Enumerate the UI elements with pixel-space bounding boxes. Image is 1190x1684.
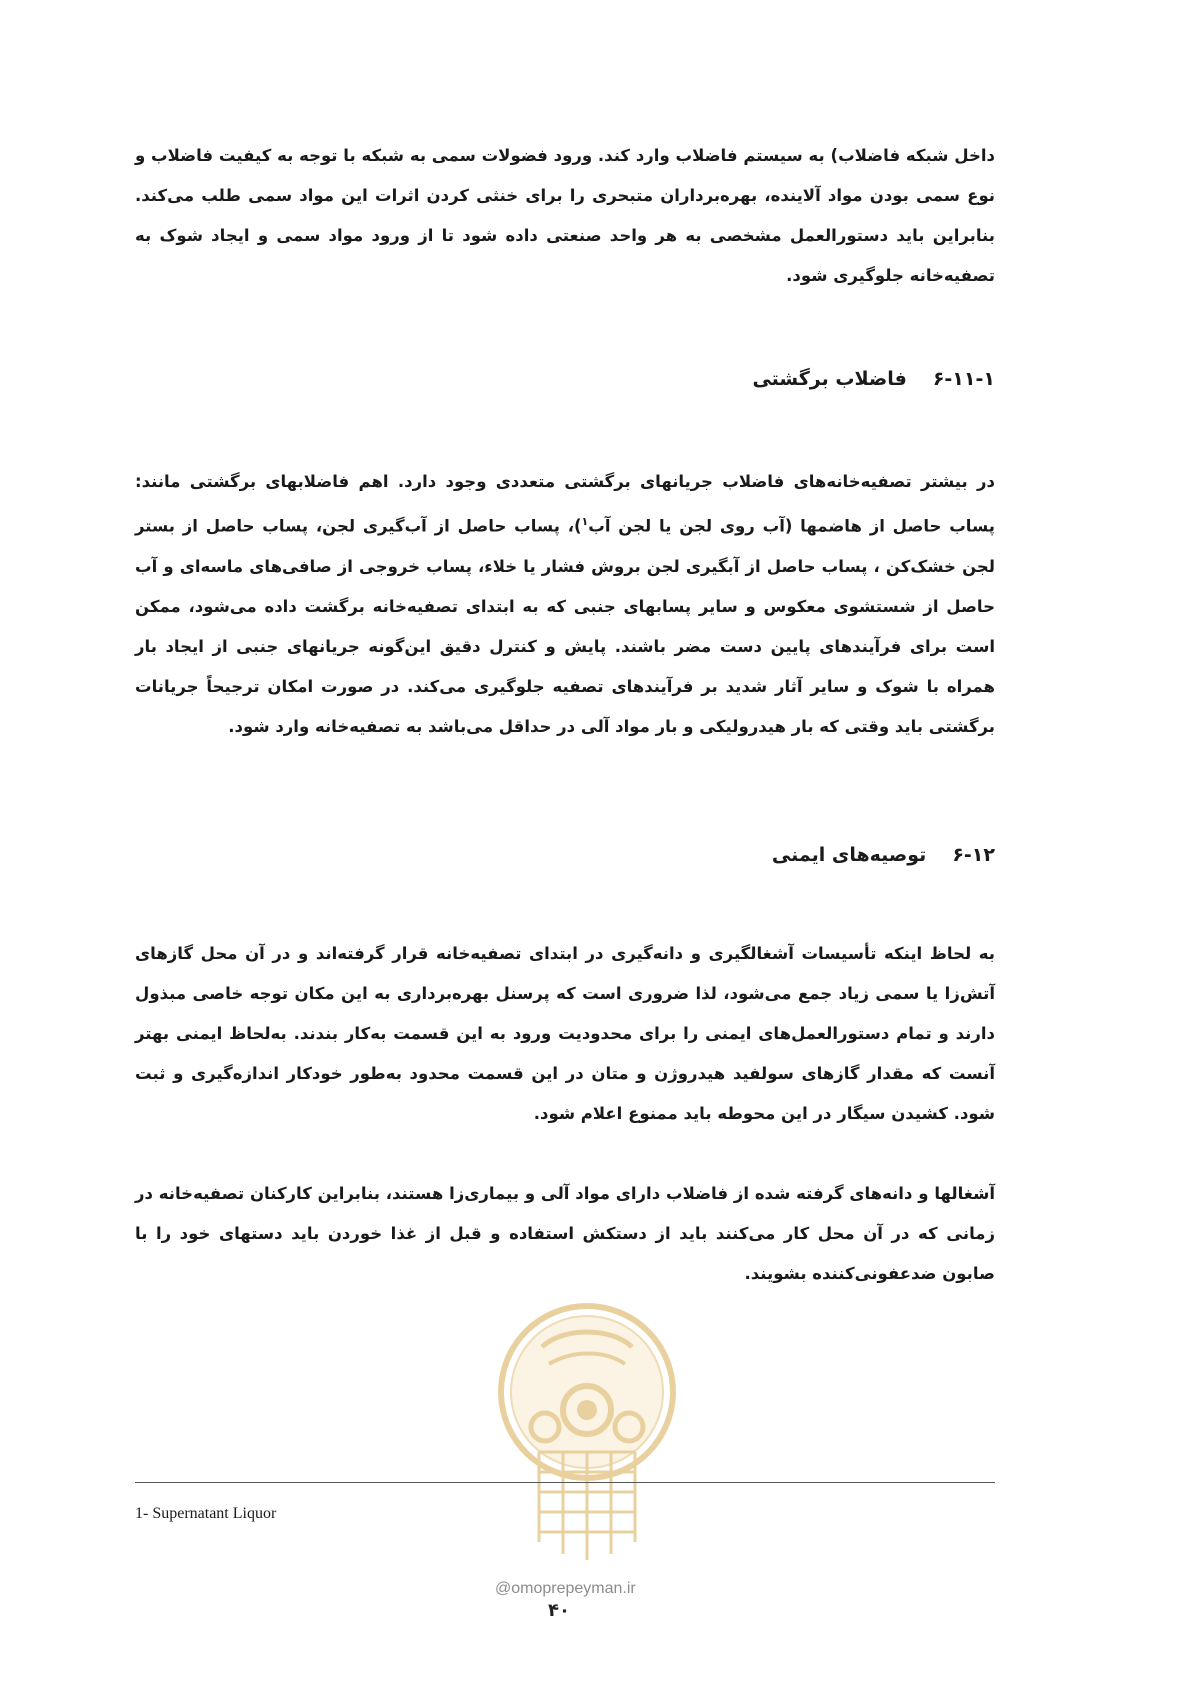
return-flow-paragraph (135, 462, 995, 747)
footnote-divider (135, 1482, 995, 1483)
section-title: فاضلاب برگشتی (752, 368, 907, 390)
section-number: ۶-۱۲ (952, 844, 995, 866)
safety-paragraph-2: آشغالها و دانه‌های گرفته شده از فاضلاب دارای مواد آلی و بیماری‌زا هستند، بنابراین کارکنان تصفیه‌خانه در زمانی که در آن محل کار می‌کنند باید از دستکش استفاده و قبل از غذا خوردن باید دستهای خود را با صابون ضدعفونی‌کننده بشویند. (135, 1184, 995, 1283)
watermark-logo (487, 1292, 687, 1602)
safety-paragraph-1: به لحاظ اینکه تأسیسات آشغالگیری و دانه‌گیری در ابتدای تصفیه‌خانه قرار گرفته‌اند و در آن محل گازهای آتش‌زا یا سمی زیاد جمع می‌شود، لذا ضروری است که پرسنل بهره‌برداری به این مکان توجه خاصی مبذول دارند و تمام دستورالعمل‌های ایمنی را برای محدودیت ورود به این قسمت به‌کار بندند. به‌لحاظ ایمنی بهتر آنست که مقدار گازهای سولفید هیدروژن و متان در این قسمت محدود به‌طور خودکار اندازه‌گیری و ثبت شود. کشیدن سیگار در این محوطه باید ممنوع اعلام شود. (135, 944, 995, 1123)
intro-paragraph: داخل شبکه فاضلاب) به سیستم فاضلاب وارد کند. ورود فضولات سمی به شبکه با توجه به کیفیت فاضلاب و نوع سمی بودن مواد آلاینده، بهره‌برداران متبحری را برای خنثی کردن اثرات این مواد سمی طلب می‌کند. بنابراین باید دستورالعمل مشخصی به هر واحد صنعتی داده شود تا از ورود مواد سمی و ایجاد شوک به تصفیه‌خانه جلوگیری شود. (135, 146, 995, 285)
section-number: ۶-۱۱-۱ (932, 368, 995, 390)
paragraph-text: )، پساب حاصل از آب‌گیری لجن، پساب حاصل از بستر لجن خشک‌کن ، پساب حاصل از آبگیری لجن بروش فشار یا خلاء، پساب خروجی از صافی‌های ماسه‌ای و آب حاصل از شستشوی معکوس و سایر پسابهای جنبی که به ابتدای تصفیه‌خانه برگشت داده می‌شود، ممکن است برای فرآیندهای پایین دست مضر باشند. پایش و کنترل دقیق این‌گونه جریانهای جنبی از ایجاد بار همراه با شوک و سایر آثار شدید بر فرآیندهای تصفیه جلوگیری می‌کند. در صورت امکان ترجیحاً جریانات برگشتی باید وقتی که بار هیدرولیکی و بار مواد آلی در حداقل می‌باشد به تصفیه‌خانه وارد شود. (135, 516, 995, 736)
section-heading-return-flow (752, 368, 995, 390)
footnote-marker: ۱ (581, 515, 589, 528)
section-title: توصیه‌های ایمنی (771, 844, 927, 866)
page-number: ۴۰ (548, 1600, 570, 1621)
paragraph-text: در بیشتر تصفیه‌خانه‌های فاضلاب جریانهای برگشتی متعددی وجود دارد. اهم فاضلابهای برگشتی مانند: پساب حاصل از هاضمها (آب روی لجن یا لجن آب (135, 472, 995, 536)
footnote: 1- Supernatant Liquor (135, 1505, 277, 1522)
section-heading-safety (772, 844, 995, 866)
watermark-url: @omoprepeyman.ir (495, 1580, 636, 1597)
